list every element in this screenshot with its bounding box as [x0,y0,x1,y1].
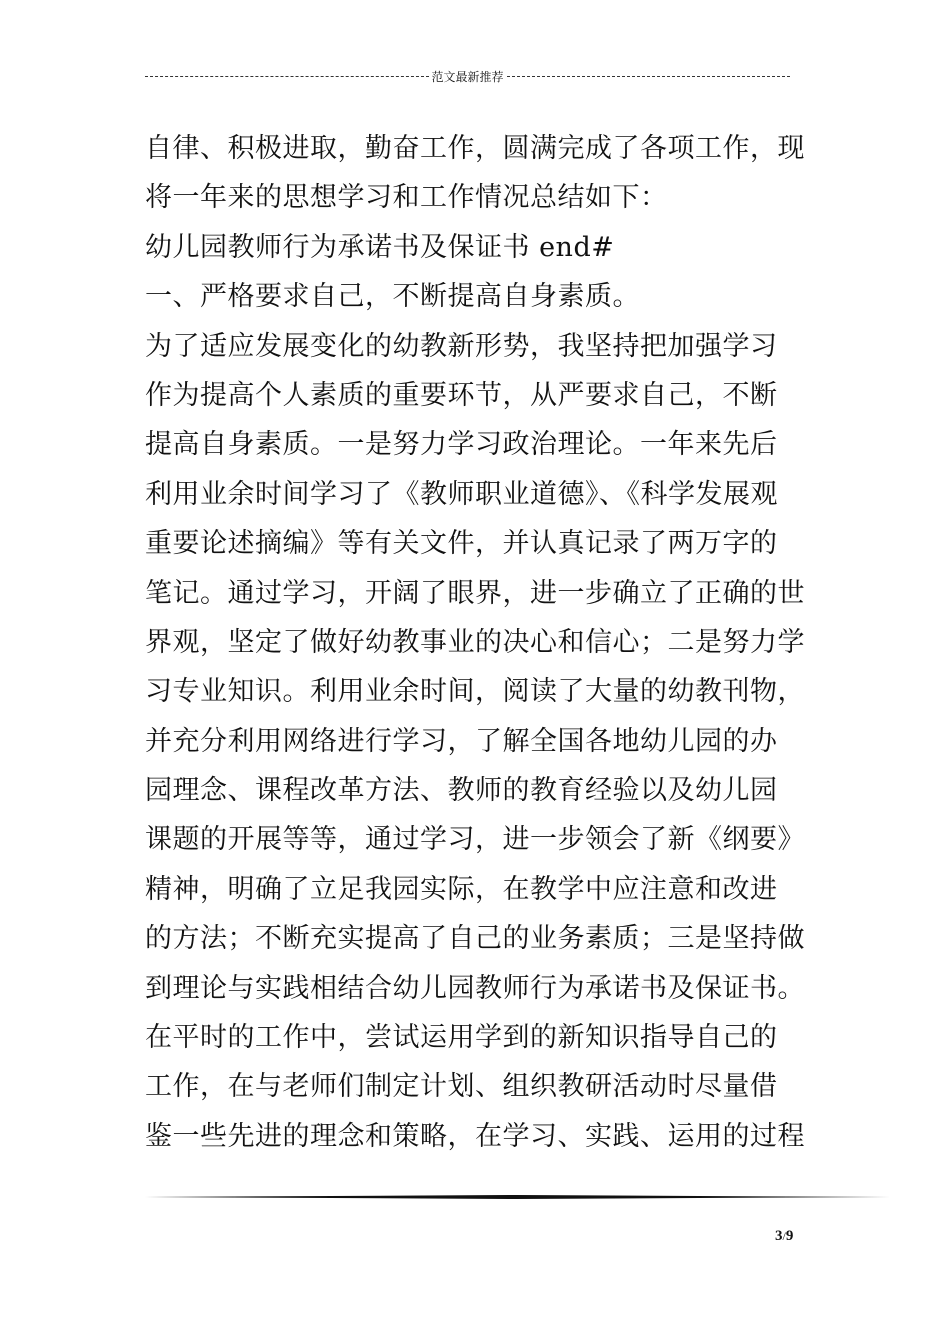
text-line: 精神，明确了立足我园实际，在教学中应注意和改进 [145,873,778,905]
text-line: 利用业余时间学习了《教师职业道德》、《科学发展观 [145,478,778,510]
page-separator: / [782,1229,786,1243]
text-line: 工作，在与老师们制定计划、组织教研活动时尽量借 [145,1071,778,1103]
text-line: 鉴一些先进的理念和策略，在学习、实践、运用的过程 [145,1120,805,1152]
page-total: 9 [785,1228,794,1244]
header-dash-right [507,76,791,77]
page-number [775,1228,793,1245]
text-line: 为了适应发展变化的幼教新形势，我坚持把加强学习 [145,330,778,362]
text-line: 重要论述摘编》等有关文件，并认真记录了两万字的 [145,528,778,560]
text-line: 自律、积极进取，勤奋工作，圆满完成了各项工作，现 [145,133,805,164]
section-heading: 一、严格要求自己，不断提高自身素质。 [145,281,640,313]
page-header [145,64,790,88]
text-line: 笔记。通过学习，开阔了眼界，进一步确立了正确的世 [145,577,805,609]
header-title: 范文最新推荐 [431,69,504,84]
footer-rule [145,1195,890,1199]
text-line: 习专业知识。利用业余时间，阅读了大量的幼教刊物， [145,676,805,708]
text-line: 界观，坚定了做好幼教事业的决心和信心；二是努力学 [145,626,805,658]
text-line: 幼儿园教师行为承诺书及保证书 end# [145,231,615,263]
text-line: 提高自身素质。一是努力学习政治理论。一年来先后 [145,429,778,461]
text-line: 作为提高个人素质的重要环节，从严要求自己，不断 [145,379,778,411]
document-body [145,124,825,1161]
text-line: 在平时的工作中，尝试运用学到的新知识指导自己的 [145,1022,778,1054]
text-line: 课题的开展等等，通过学习，进一步领会了新《纲要》 [145,824,805,856]
page-current: 3 [775,1228,783,1244]
text-line: 并充分利用网络进行学习，了解全国各地幼儿园的办 [145,725,778,757]
text-line: 园理念、课程改革方法、教师的教育经验以及幼儿园 [145,775,778,807]
text-line: 到理论与实践相结合幼儿园教师行为承诺书及保证书。 [145,972,805,1004]
text-line: 的方法；不断充实提高了自己的业务素质；三是坚持做 [145,923,805,955]
text-line: 将一年来的思想学习和工作情况总结如下： [145,182,668,214]
header-dash-left [145,76,429,77]
